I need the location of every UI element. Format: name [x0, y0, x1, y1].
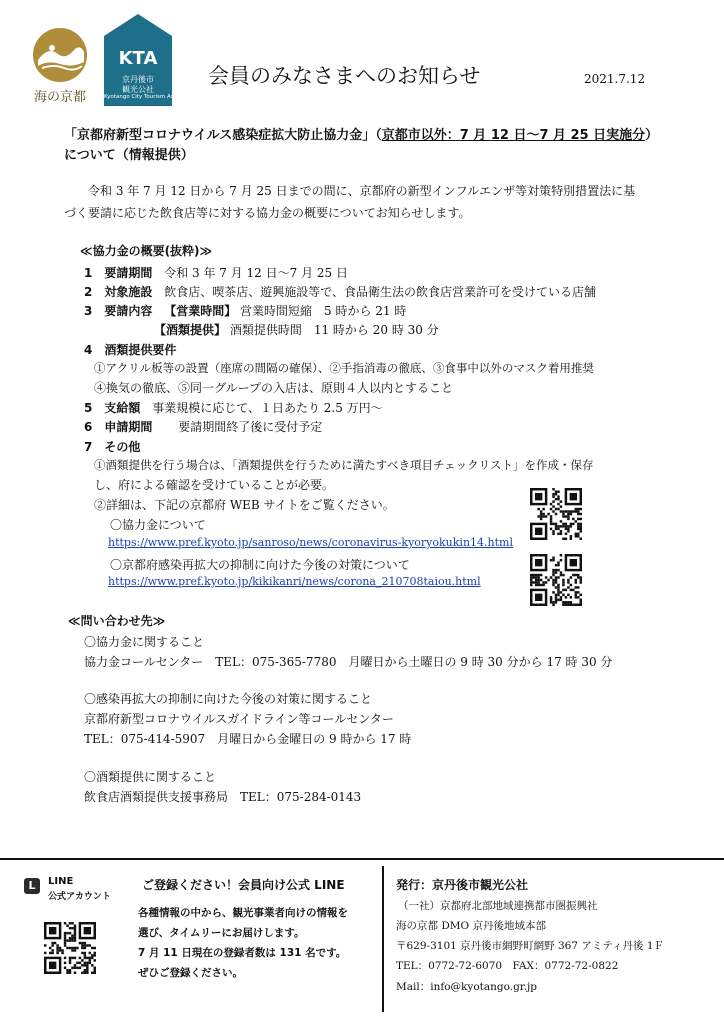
contact1-title: 〇協力金に関すること	[84, 635, 205, 649]
item-3-label: 3 要請内容	[84, 304, 153, 318]
item-7-line3: ②詳細は、下記の京都府 WEB サイトをご覧ください。	[94, 498, 395, 512]
contact2-title: 〇感染再拡大の抑制に向けた今後の対策に関すること	[84, 692, 373, 706]
item-7-line1: ①酒類提供を行う場合は、「酒類提供を行うために満たすべき項目チェックリスト」を作成・保存	[94, 458, 594, 472]
intro-line2: づく要請に応じた飲食店等に対する協力金の概要についてお知らせします。	[64, 206, 471, 220]
link-taisaku[interactable]: https://www.pref.kyoto.jp/kikikanri/news/corona_210708taiou.html	[108, 575, 481, 588]
line-promo-line1: 各種情報の中から、観光事業者向けの情報を	[138, 907, 348, 919]
item-3-sub2-value: 酒類提供時間 11 時から 20 時 30 分	[229, 323, 439, 337]
line-promo-line2: 選び、タイムリーにお届けします。	[138, 927, 305, 939]
link2-label: 〇京都府感染再拡大の抑制に向けた今後の対策について	[110, 558, 410, 572]
item-3-sub2	[154, 321, 439, 338]
qr-code-line[interactable]	[44, 922, 96, 974]
publisher-email[interactable]: Mail：info@kyotango.gr.jp	[396, 981, 538, 993]
item-1-label: 1 要請期間	[84, 266, 153, 280]
contact2-name: 京都府新型コロナウイルスガイドライン等コールセンター	[84, 712, 394, 726]
umi-logo-text: 海の京都	[33, 90, 86, 105]
publisher-phone-fax: TEL：0772-72-6070 FAX：0772-72-0822	[396, 960, 619, 972]
line-promo-line4: ぜひご登録ください。	[138, 967, 243, 979]
item-4-line2: ④換気の徹底、⑤同一グループの入店は、原則４人以内とすること	[94, 381, 454, 395]
item-2-value: 飲食店、喫茶店、遊興施設等で、食品衛生法の飲食店営業許可を受けている店舗	[164, 285, 596, 299]
item-7-line2: し、府による確認を受けていることが必要。	[94, 478, 335, 492]
intro-line1: 令和 3 年 7 月 12 日から 7 月 25 日までの間に、京都府の新型インフルエンザ等対策特別措置法に基	[88, 184, 636, 198]
item-1	[84, 264, 348, 281]
qr-code-taisaku	[530, 554, 582, 606]
link1-label: 〇協力金について	[110, 518, 206, 532]
item-5	[84, 399, 383, 416]
subject-part3: ）について（情報提供）	[64, 128, 659, 163]
item-3-sub1-value: 営業時間短縮 5 時から 21 時	[240, 304, 407, 318]
qr-code-kyoryokukin	[530, 488, 582, 540]
subject-part1: 「京都府新型コロナウイルス感染症拡大防止協力金」（	[64, 128, 382, 143]
item-3	[84, 302, 406, 319]
item-2-label: 2 対象施設	[84, 285, 153, 299]
item-6	[84, 418, 322, 435]
footer-vertical-divider	[382, 866, 384, 1012]
line-official-account-label: 公式アカウント	[48, 892, 111, 902]
publisher-address: 〒629-3101 京丹後市網野町網野 367 アミティ丹後 1Ｆ	[396, 940, 665, 952]
kta-logo-line2: 観光公社	[122, 85, 154, 94]
contact-heading: ≪問い合わせ先≫	[68, 614, 166, 628]
overview-heading: ≪協力金の概要(抜粋)≫	[80, 244, 213, 258]
line-promo-title: ご登録ください！会員向け公式 LINE	[142, 878, 345, 892]
contact3-detail: 飲食店酒類提供支援事務局 TEL：075-284-0143	[84, 790, 362, 804]
kta-logo	[104, 14, 199, 106]
item-2	[84, 283, 596, 300]
item-3-sub2-label: 【酒類提供】	[154, 323, 227, 337]
kta-logo-mark: KTA	[118, 48, 158, 69]
item-1-value: 令和 3 年 7 月 12 日～7 月 25 日	[164, 266, 348, 280]
line-label: LINE	[48, 876, 74, 887]
item-6-label: 6 申請期間	[84, 420, 153, 434]
item-5-label: 5 支給額	[84, 401, 141, 415]
footer-divider	[0, 858, 724, 860]
intro-paragraph	[64, 180, 664, 224]
item-5-value: 事業規模に応じて、１日あたり 2.5 万円～	[152, 401, 383, 415]
notice-subject	[64, 126, 664, 166]
umi-no-kyoto-emblem-icon	[24, 24, 96, 84]
item-4-line1: ①アクリル板等の設置（座席の間隔の確保）、②手指消毒の徹底、③食事中以外のマスク着用推奨	[94, 361, 594, 375]
subject-period: 京都市以外：7 月 12 日～7 月 25 日実施分	[381, 128, 646, 143]
umi-no-kyoto-logo	[24, 24, 96, 108]
contact1-detail: 協力金コールセンター TEL：075-365-7780 月曜日から土曜日の 9 時 30 分から 17 時 30 分	[84, 655, 613, 669]
publisher-line2: 海の京都 DMO 京丹後地域本部	[396, 920, 546, 932]
publisher-title: 発行：京丹後市観光公社	[396, 878, 529, 892]
qr-code-icon	[530, 488, 582, 540]
item-7-label: 7 その他	[84, 440, 141, 454]
item-4-label: 4 酒類提供要件	[84, 343, 177, 357]
line-promo-line3: 7 月 11 日現在の登録者数は 131 名です。	[138, 947, 347, 959]
kta-logo-line1: 京丹後市	[122, 75, 154, 84]
line-logo-icon: L	[24, 878, 40, 894]
item-3-sub1-label: 【営業時間】	[164, 304, 237, 318]
issue-date: 2021.7.12	[584, 72, 646, 86]
qr-code-icon	[44, 922, 96, 974]
publisher-line1: （一社）京都府北部地域連携都市圏振興社	[398, 900, 598, 912]
page-title: 会員のみなさまへのお知らせ	[208, 64, 481, 88]
link-kyoryokukin[interactable]: https://www.pref.kyoto.jp/sanroso/news/coronavirus-kyoryokukin14.html	[108, 536, 513, 549]
contact2-detail: TEL：075-414-5907 月曜日から金曜日の 9 時から 17 時	[84, 732, 412, 746]
qr-code-icon	[530, 554, 582, 606]
kta-logo-line3: Kyotango City Tourism Association	[104, 94, 199, 100]
item-6-value: 要請期間終了後に受付予定	[178, 420, 323, 434]
contact3-title: 〇酒類提供に関すること	[84, 770, 217, 784]
